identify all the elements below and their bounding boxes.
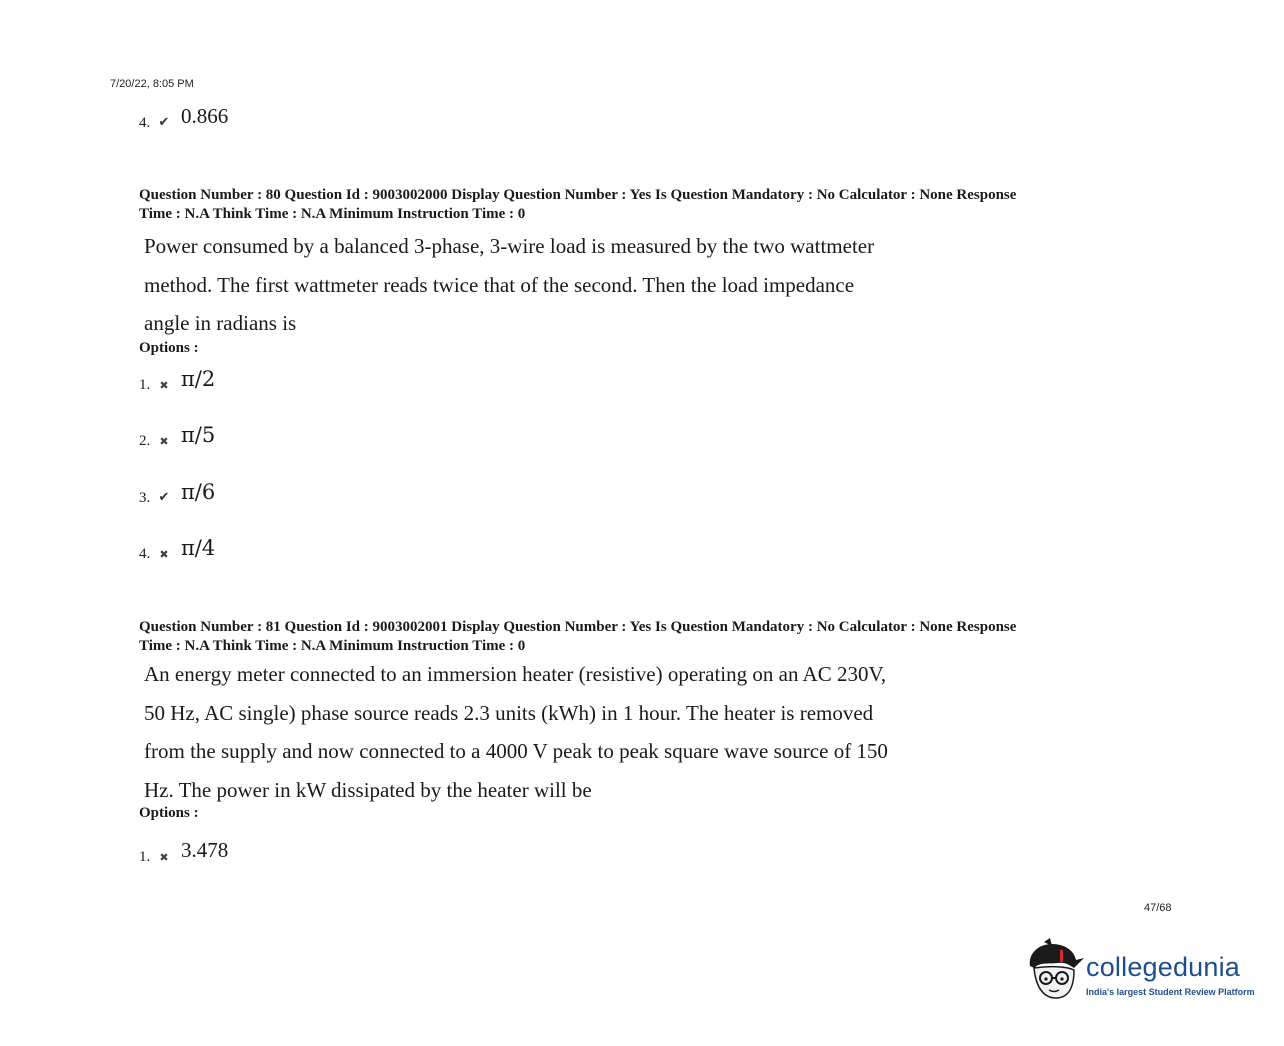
option-number: 4. xyxy=(139,546,151,562)
meta-line-1: Question Number : 81 Question Id : 9003002001 Display Question Number : Yes Is Question Mandatory : No Calculator : None Response xyxy=(139,619,1017,635)
question-text-line: Hz. The power in kW dissipated by the heater will be xyxy=(144,777,592,802)
cross-icon: ✖ xyxy=(159,436,169,448)
option-value: 0.866 xyxy=(181,104,229,128)
cross-icon: ✖ xyxy=(159,380,169,392)
cross-icon: ✖ xyxy=(159,852,169,864)
meta-line-2: Time : N.A Think Time : N.A Minimum Instruction Time : 0 xyxy=(139,206,526,222)
option-number: 1. xyxy=(139,377,151,393)
collegedunia-logo xyxy=(1022,938,1255,1010)
question-text-line: angle in radians is xyxy=(144,311,297,335)
meta-line-2: Time : N.A Think Time : N.A Minimum Instruction Time : 0 xyxy=(139,638,526,654)
question-text-line: method. The first wattmeter reads twice that of the second. Then the load impedance xyxy=(144,272,855,297)
option-value: π/5 xyxy=(181,423,216,447)
question-80-options-label: Options : xyxy=(139,340,199,356)
question-text-line: from the supply and now connected to a 4000 V peak to peak square wave source of 150 xyxy=(144,739,888,763)
brand-name: collegedunia xyxy=(1086,952,1241,982)
option-value: π/2 xyxy=(181,367,216,391)
meta-line-1: Question Number : 80 Question Id : 9003002000 Display Question Number : Yes Is Question Mandatory : No Calculator : None Response xyxy=(139,187,1017,203)
option-number: 2. xyxy=(139,433,151,449)
option-number: 4. xyxy=(139,115,151,131)
option-number: 1. xyxy=(139,849,151,865)
option-value: 3.478 xyxy=(181,838,229,862)
question-80-text xyxy=(144,227,934,343)
option-value: π/6 xyxy=(181,480,216,504)
option-number: 3. xyxy=(139,490,151,506)
option-value: π/4 xyxy=(181,536,216,560)
page-number: 47/68 xyxy=(1144,902,1172,914)
question-81-meta xyxy=(139,618,1149,656)
question-81-options-label: Options : xyxy=(139,805,199,821)
check-icon: ✔ xyxy=(158,114,170,129)
mascot-icon xyxy=(1024,938,1086,1004)
question-80-meta xyxy=(139,186,1149,224)
question-81-text xyxy=(144,655,934,809)
print-timestamp: 7/20/22, 8:05 PM xyxy=(110,78,194,90)
question-text-line: Power consumed by a balanced 3-phase, 3-wire load is measured by the two wattmeter xyxy=(144,234,875,258)
question-text-line: An energy meter connected to an immersion heater (resistive) operating on an AC 230V, xyxy=(144,662,887,686)
check-icon: ✔ xyxy=(158,489,170,504)
brand-tagline: India's largest Student Review Platform xyxy=(1086,987,1255,997)
cross-icon: ✖ xyxy=(159,549,169,561)
question-text-line: 50 Hz, AC single) phase source reads 2.3 units (kWh) in 1 hour. The heater is removed xyxy=(144,700,874,725)
